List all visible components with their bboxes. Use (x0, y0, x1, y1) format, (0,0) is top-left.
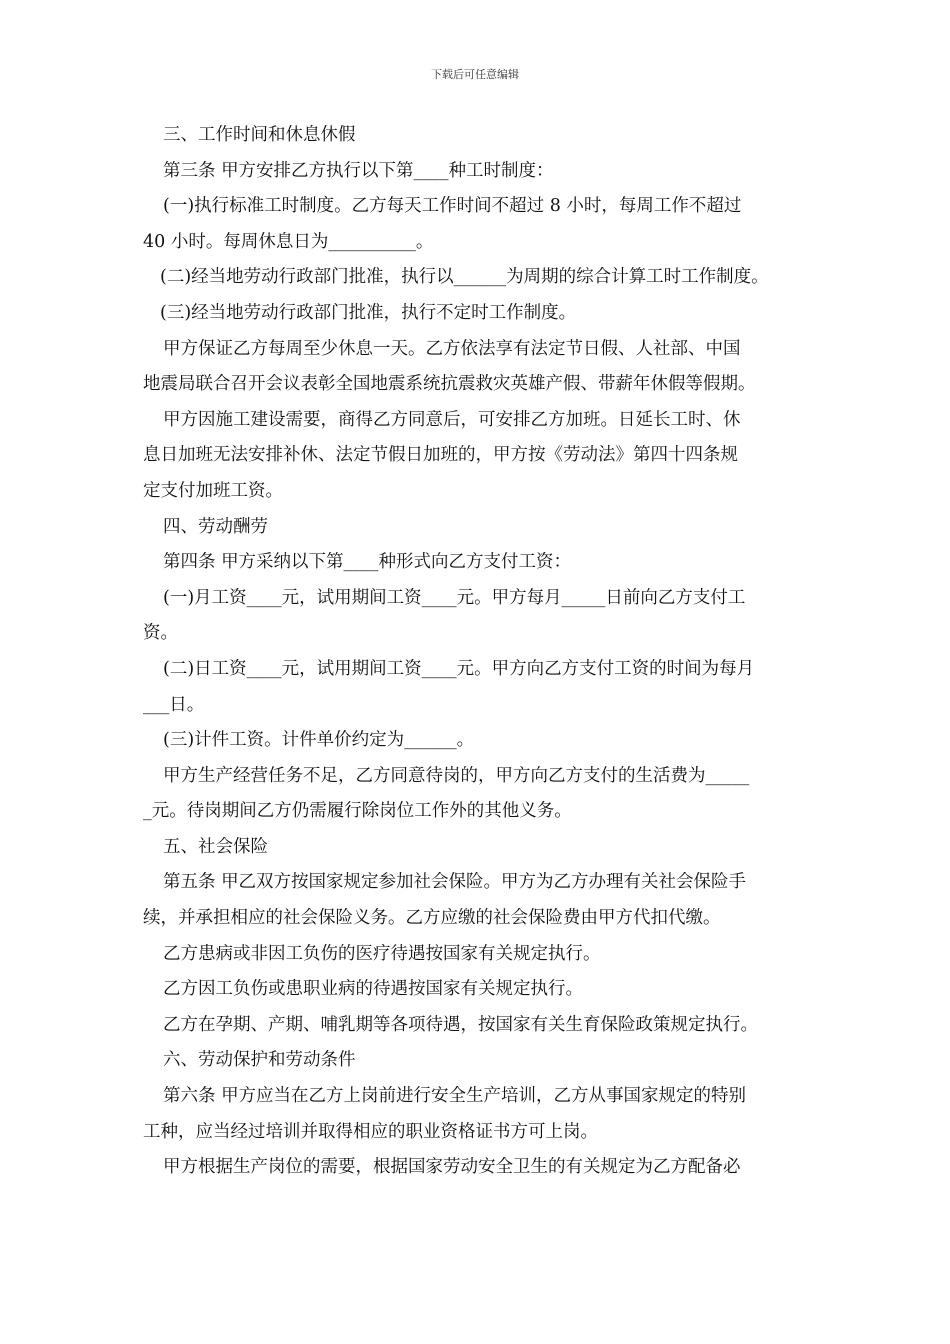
article-paragraph: 第五条 甲乙双方按国家规定参加社会保险。甲方为乙方办理有关社会保险手 (163, 872, 747, 893)
list-item: (一)执行标准工时制度。乙方每天工作时间不超过 8 小时，每周工作不超过 (163, 196, 742, 217)
paragraph-line: 工种，应当经过培训并取得相应的职业资格证书方可上岗。 (143, 1121, 598, 1142)
paragraph-line: 续，并承担相应的社会保险义务。乙方应缴的社会保险费由甲方代扣代缴。 (143, 908, 721, 929)
section-heading: 五、社会保险 (163, 836, 268, 857)
paragraph-line: 乙方患病或非因工负伤的医疗待遇按国家有关规定执行。 (163, 943, 601, 964)
paragraph-line: 地震局联合召开会议表彰全国地震系统抗震救灾英雄产假、带薪年休假等假期。 (143, 374, 756, 395)
article-paragraph: 第四条 甲方采纳以下第____种形式向乙方支付工资： (163, 552, 572, 573)
document-body (143, 118, 823, 1186)
section-heading: 三、工作时间和休息休假 (163, 125, 356, 145)
list-item: (二)经当地劳动行政部门批准，执行以______为周期的综合计算工时工作制度。 (160, 267, 769, 288)
paragraph-line: 乙方因工负伤或患职业病的待遇按国家有关规定执行。 (163, 979, 583, 1000)
page-header-note: 下载后可任意编辑 (431, 68, 519, 81)
paragraph-line: 甲方生产经营任务不足，乙方同意待岗的，甲方向乙方支付的生活费为_____ (163, 765, 750, 786)
list-item: (三)计件工资。计件单价约定为______。 (163, 730, 475, 751)
list-item: (一)月工资____元，试用期间工资____元。甲方每月_____日前向乙方支付工 (163, 587, 746, 608)
paragraph-line: 资。 (143, 623, 178, 644)
paragraph-line: 乙方在孕期、产期、哺乳期等各项待遇，按国家有关生育保险政策规定执行。 (163, 1014, 758, 1035)
section-heading: 六、劳动保护和劳动条件 (163, 1050, 356, 1071)
paragraph-line: 定支付加班工资。 (143, 480, 283, 501)
section-heading: 四、劳动酬劳 (163, 516, 268, 537)
paragraph-line: 甲方保证乙方每周至少休息一天。乙方依法享有法定节日假、人社部、中国 (163, 338, 741, 359)
article-paragraph: 第三条 甲方安排乙方执行以下第____种工时制度： (163, 160, 554, 181)
list-item: (三)经当地劳动行政部门批准，执行不定时工作制度。 (160, 302, 577, 323)
list-item: (二)日工资____元，试用期间工资____元。甲方向乙方支付工资的时间为每月 (163, 658, 755, 679)
paragraph-line: 甲方根据生产岗位的需要，根据国家劳动安全卫生的有关规定为乙方配备必 (163, 1157, 741, 1178)
paragraph-line: _元。待岗期间乙方仍需履行除岗位工作外的其他义务。 (143, 801, 572, 822)
paragraph-line: 甲方因施工建设需要，商得乙方同意后，可安排乙方加班。日延长工时、休 (163, 409, 741, 430)
article-paragraph: 第六条 甲方应当在乙方上岗前进行安全生产培训，乙方从事国家规定的特别 (163, 1086, 747, 1107)
paragraph-line: 息日加班无法安排补休、法定节假日加班的，甲方按《劳动法》第四十四条规 (143, 445, 738, 466)
paragraph-line: ___日。 (143, 694, 205, 715)
paragraph-line: 40 小时。每周休息日为__________。 (143, 231, 434, 252)
